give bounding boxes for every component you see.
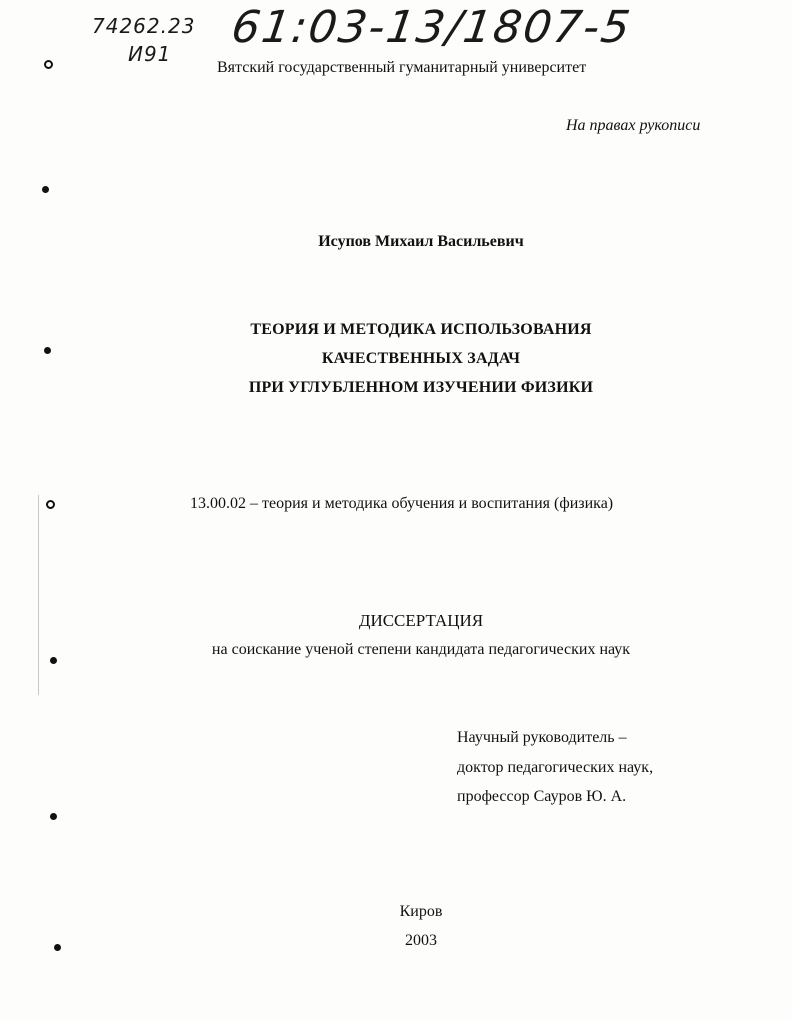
title-line-1: ТЕОРИЯ И МЕТОДИКА ИСПОЛЬЗОВАНИЯ — [250, 321, 592, 338]
supervisor-role: Научный руководитель – — [457, 729, 627, 746]
city: Киров — [399, 903, 443, 920]
title-line-3: ПРИ УГЛУБЛЕННОМ ИЗУЧЕНИИ ФИЗИКИ — [248, 379, 594, 396]
binding-hole-mark — [46, 500, 55, 509]
supervisor-name: профессор Сауров Ю. А. — [457, 788, 627, 805]
scan-edge-line — [38, 495, 39, 695]
dissertation-label: ДИССЕРТАЦИЯ — [358, 611, 484, 630]
rights-notice: На правах рукописи — [566, 117, 701, 134]
binding-hole-mark — [50, 813, 57, 820]
binding-hole-mark — [44, 60, 53, 69]
year: 2003 — [405, 932, 437, 949]
binding-hole-mark — [42, 186, 49, 193]
handwritten-inventory-number: 74262.23 — [92, 14, 196, 38]
speciality-code: 13.00.02 – теория и методика обучения и воспитания (физика) — [190, 495, 614, 512]
supervisor-degree: доктор педагогических наук, — [457, 759, 654, 776]
university-name: Вятский государственный гуманитарный университет — [217, 59, 587, 76]
dissertation-subtitle: на соискание ученой степени кандидата педагогических наук — [211, 641, 631, 658]
author-name: Исупов Михаил Васильевич — [318, 233, 524, 250]
title-line-2: КАЧЕСТВЕННЫХ ЗАДАЧ — [321, 350, 521, 367]
handwritten-inventory-code: И91 — [128, 42, 172, 66]
handwritten-archive-number: 61:03-13/1807-5 — [228, 2, 635, 53]
